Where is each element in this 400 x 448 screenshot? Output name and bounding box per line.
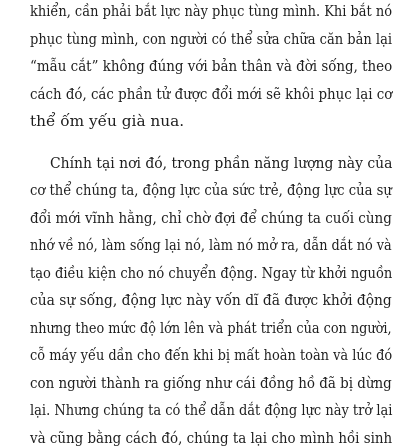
text-line-4: cách đó, các phần tử được đổi mới sẽ khôi phục lại cơ [30, 85, 393, 103]
text-line-14: con người thành ra giống như cái đồng hồ đã bị dừng [30, 374, 392, 392]
text-line-12: nhưng theo mức độ lớn lên và phát triển của con người, [30, 319, 392, 337]
text-line-10: tạo điều kiện cho nó chuyển động. Ngay từ khởi nguồn [30, 264, 393, 282]
text-line-13: cỗ máy yếu dần cho đến khi bị mất hoàn toàn và lúc đó [30, 346, 393, 364]
text-line-8: đổi mới vĩnh hằng, chỉ chờ đợi để chúng ta cuối cùng [30, 209, 392, 227]
text-line-16: và cũng bằng cách đó, chúng ta lại cho mình hồi sinh [30, 429, 393, 447]
text-line-5: thể ốm yếu già nua. [30, 112, 185, 130]
text-line-2: phục tùng mình, con người có thể sửa chữa căn bản lại [30, 30, 393, 48]
text-line-15: lại. Nhưng chúng ta có thể dẫn dắt động lực này trở lại [30, 401, 393, 419]
paragraph-2-first-line: Chính tại nơi đó, trong phần năng lượng này của [50, 154, 393, 172]
text-line-1: khiển, cần phải bắt lực này phục tùng mình. Khi bắt nó [30, 2, 393, 20]
text-line-11: của sự sống, động lực này vốn dĩ đã được khởi động [30, 291, 392, 309]
text-line-3: “mẫu cắt” không đúng với bản thân và đời sống, theo [30, 57, 393, 75]
text-line-7: cơ thể chúng ta, động lực của sức trẻ, động lực của sự [30, 181, 392, 199]
text-line-9: nhớ về nó, làm sống lại nó, làm nó mở ra, dẫn dắt nó và [30, 236, 392, 254]
